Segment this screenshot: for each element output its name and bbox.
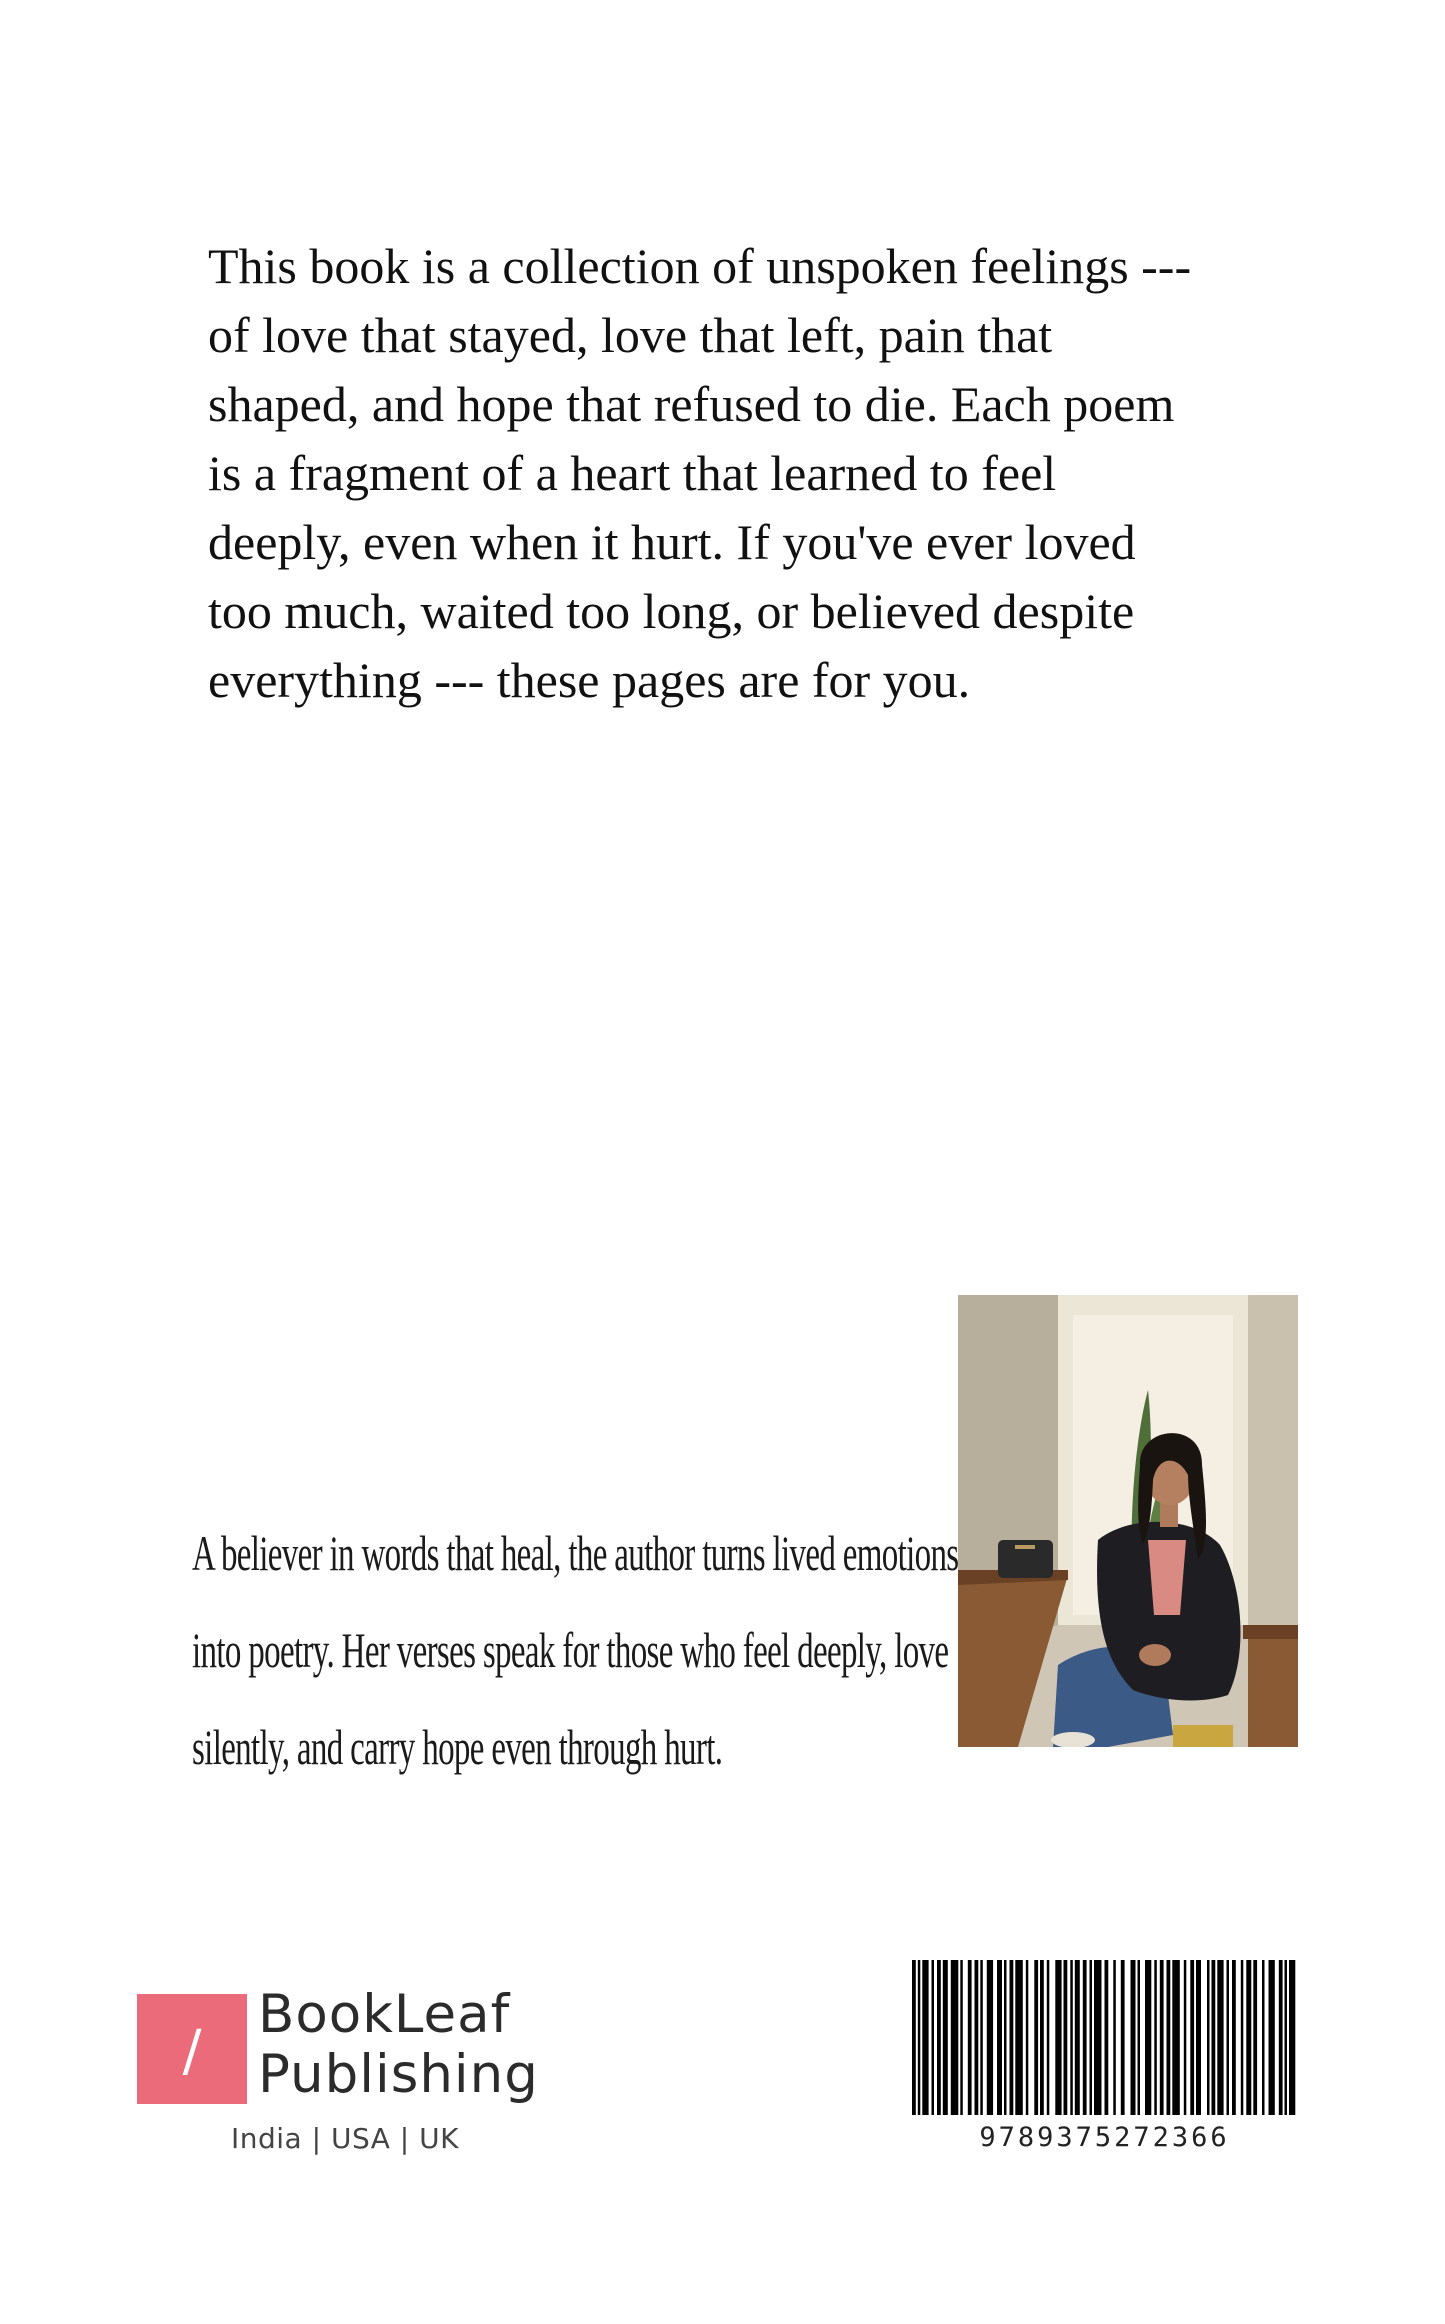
back-cover-blurb: [208, 232, 1268, 715]
barcode-bar: [1094, 1960, 1102, 2115]
barcode-bar: [1167, 1960, 1171, 2115]
barcode-bar: [1212, 1960, 1216, 2115]
barcode-bar: [1172, 1960, 1180, 2115]
barcode-bar: [975, 1960, 979, 2115]
blurb-line: This book is a collection of unspoken feelings ---: [208, 238, 1192, 294]
author-bio-line: A believer in words that heal, the author turns lived emotions: [192, 1525, 959, 1581]
barcode-bar: [968, 1960, 972, 2115]
barcode-bar: [1047, 1960, 1050, 2115]
barcode-bar: [1055, 1960, 1061, 2115]
blurb-line: shaped, and hope that refused to die. Each poem: [208, 376, 1175, 432]
barcode-bar: [1040, 1960, 1044, 2115]
barcode-bar: [1232, 1960, 1236, 2115]
blurb-line: everything --- these pages are for you.: [208, 652, 971, 708]
publisher-name: [258, 1985, 539, 2105]
barcode-bar: [912, 1960, 916, 2115]
barcode-bar: [1207, 1960, 1210, 2115]
barcode-bar: [1090, 1960, 1093, 2115]
barcode-bar: [980, 1960, 983, 2115]
blurb-line: of love that stayed, love that left, pain that: [208, 307, 1053, 363]
barcode-bar: [1075, 1960, 1080, 2115]
barcode-bar: [997, 1960, 1002, 2115]
blurb-line: is a fragment of a heart that learned to feel: [208, 445, 1057, 501]
barcode-bar: [1196, 1960, 1201, 2115]
logo-slash-glyph: /: [182, 2019, 202, 2084]
author-bio-line: into poetry. Her verses speak for those who feel deeply, love: [192, 1622, 949, 1678]
barcode-bar: [1279, 1960, 1283, 2115]
barcode-bar: [1160, 1960, 1164, 2115]
barcode-bar: [1064, 1960, 1068, 2115]
barcode-bar: [937, 1960, 941, 2115]
author-bio: [192, 1505, 959, 1796]
barcode-bar: [1190, 1960, 1194, 2115]
barcode-bar: [1227, 1960, 1230, 2115]
barcode-bar: [1105, 1960, 1109, 2115]
barcode-bar: [1262, 1960, 1265, 2115]
author-photo: [958, 1295, 1298, 1747]
blurb-line: too much, waited too long, or believed despite: [208, 583, 1135, 639]
publisher-logo: [137, 1994, 247, 2104]
barcode-bar: [1121, 1960, 1125, 2115]
barcode-bar: [1034, 1960, 1038, 2115]
barcode-bar: [1253, 1960, 1257, 2115]
barcode-bar: [1026, 1960, 1029, 2115]
barcode-bar: [932, 1960, 935, 2115]
barcode-bar: [1138, 1960, 1141, 2115]
barcode-bar: [951, 1960, 959, 2115]
isbn-barcode: [912, 1960, 1297, 2115]
barcode-bar: [1241, 1960, 1244, 2115]
barcode-bar: [1269, 1960, 1275, 2115]
publisher-name-line1: BookLeaf: [258, 1984, 511, 2045]
barcode-bar: [1145, 1960, 1151, 2115]
barcode-bar: [943, 1960, 948, 2115]
barcode-bar: [1131, 1960, 1136, 2115]
barcode-bar: [922, 1960, 928, 2115]
barcode-bar: [1246, 1960, 1251, 2115]
barcode-bar: [1217, 1960, 1223, 2115]
isbn-number: 9789375272366: [979, 2122, 1230, 2153]
barcode-bar: [960, 1960, 963, 2115]
barcode-bar: [1289, 1960, 1295, 2115]
barcode-bar: [987, 1960, 993, 2115]
publisher-regions: India | USA | UK: [231, 2122, 459, 2155]
barcode-bar: [1070, 1960, 1073, 2115]
publisher-name-line2: Publishing: [258, 2044, 539, 2105]
barcode-bar: [1154, 1960, 1157, 2115]
barcode-bar: [918, 1960, 921, 2115]
barcode-bar: [1010, 1960, 1014, 2115]
barcode-bar: [1004, 1960, 1007, 2115]
author-bio-line: silently, and carry hope even through hurt.: [192, 1719, 723, 1775]
barcode-bar: [1184, 1960, 1187, 2115]
barcode-bar: [1083, 1960, 1087, 2115]
barcode-bar: [1015, 1960, 1023, 2115]
barcode-bar: [1285, 1960, 1288, 2115]
blurb-line: deeply, even when it hurt. If you've ever loved: [208, 514, 1136, 570]
barcode-bar: [1113, 1960, 1116, 2115]
